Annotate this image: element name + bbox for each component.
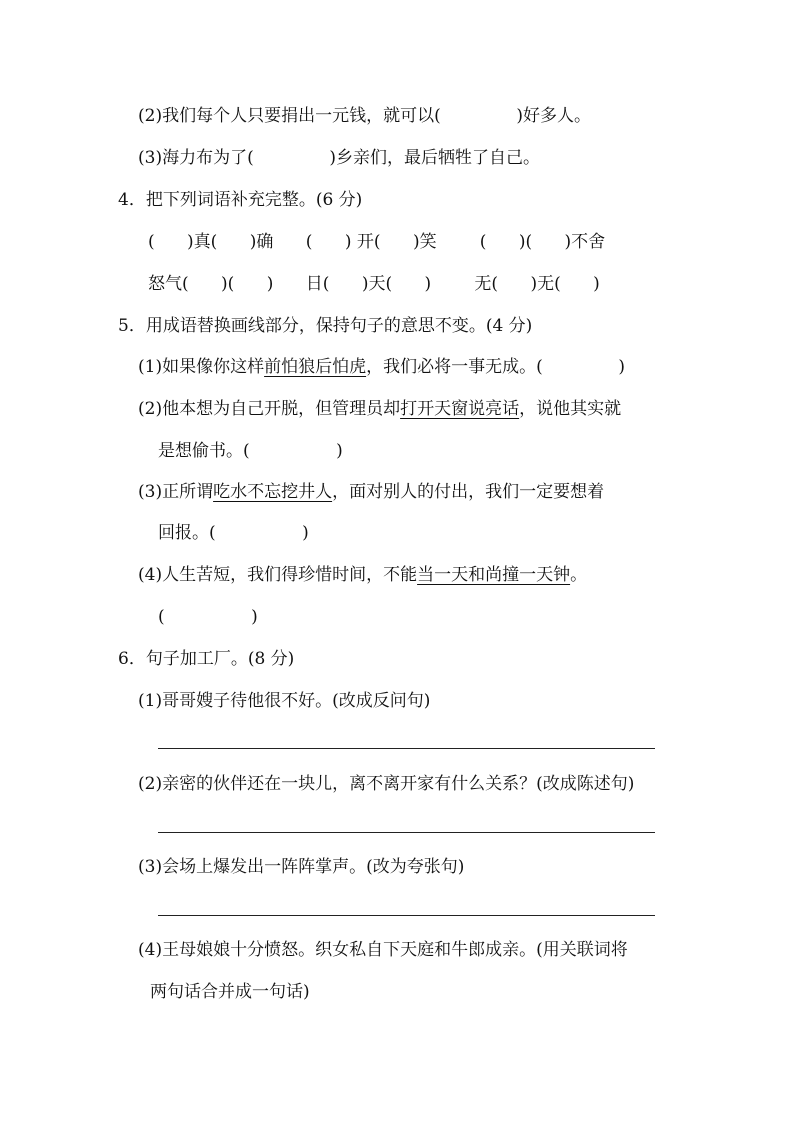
q5-item-4-after: 。: [570, 565, 588, 585]
q6-item-1: (1)哥哥嫂子待他很不好。(改成反问句): [138, 691, 431, 711]
q6-item-2: (2)亲密的伙伴还在一块儿，离不离开家有什么关系？(改成陈述句): [138, 774, 635, 794]
q6-item-4: (4)王母娘娘十分愤怒。织女私自下天庭和牛郎成亲。(用关联词将: [138, 940, 628, 960]
q5-item-2-after: ，说他其实就: [519, 399, 622, 419]
q6-item-3-answer-line[interactable]: [158, 915, 655, 916]
q5-item-3-underlined: 吃水不忘挖井人: [213, 482, 333, 502]
q5-title: 5．用成语替换画线部分，保持句子的意思不变。(4 分): [118, 316, 533, 336]
q5-item-1: [138, 355, 625, 379]
q5-item-4-underlined: 当一天和尚撞一天钟: [417, 565, 571, 585]
q5-item-1-after: ，我们必将一事无成。( ): [366, 357, 626, 377]
q5-item-4-continuation: ( ): [158, 607, 258, 627]
q6-item-3: (3)会场上爆发出一阵阵掌声。(改为夸张句): [138, 857, 465, 877]
q6-item-1-answer-line[interactable]: [158, 748, 655, 749]
q5-item-2-before: (2)他本想为自己开脱，但管理员却: [138, 399, 401, 419]
q4-title: 4．把下列词语补充完整。(6 分): [118, 190, 363, 210]
q6-title: 6．句子加工厂。(8 分): [118, 649, 295, 669]
q5-item-2-continuation: 是想偷书。( ): [158, 441, 343, 461]
q5-item-3-continuation: 回报。( ): [158, 523, 309, 543]
q4-row-1: ( )真( )确 ( ) 开( )笑 ( )( )不舍: [148, 232, 606, 252]
q5-item-3: [138, 480, 604, 504]
q5-item-4-before: (4)人生苦短，我们得珍惜时间，不能: [138, 565, 418, 585]
q5-item-3-after: ，面对别人的付出，我们一定要想着: [332, 482, 605, 502]
q6-item-4-continuation: 两句话合并成一句话): [150, 982, 310, 1002]
q5-item-1-underlined: 前怕狼后怕虎: [264, 357, 367, 377]
q3-item-3: (3)海力布为了( )乡亲们，最后牺牲了自己。: [138, 148, 540, 168]
q3-item-2: (2)我们每个人只要捐出一元钱，就可以( )好多人。: [138, 106, 591, 126]
q4-row-2: 怒气( )( ) 日( )天( ) 无( )无( ): [148, 274, 600, 294]
q5-item-1-before: (1)如果像你这样: [138, 357, 265, 377]
q6-item-2-answer-line[interactable]: [158, 832, 655, 833]
q5-item-2-underlined: 打开天窗说亮话: [400, 399, 520, 419]
q5-item-4: [138, 563, 587, 587]
q5-item-3-before: (3)正所谓: [138, 482, 214, 502]
q5-item-2: [138, 397, 621, 421]
